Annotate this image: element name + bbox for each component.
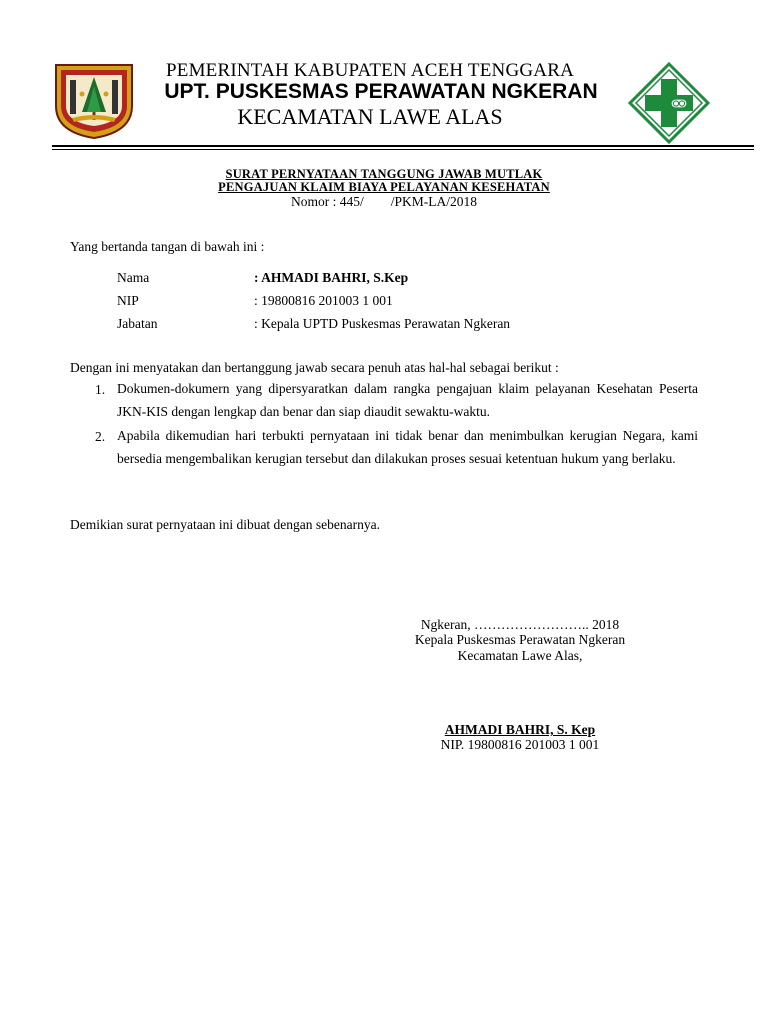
puskesmas-cross-icon — [628, 62, 710, 144]
identity-value-position: : Kepala UPTD Puskesmas Perawatan Ngkeran — [254, 316, 511, 331]
title-line-2: PENGAJUAN KLAIM BIAYA PELAYANAN KESEHATAN — [218, 180, 550, 194]
signature-position-1: Kepala Puskesmas Perawatan Ngkeran — [414, 632, 626, 647]
identity-label-name: Nama — [117, 270, 150, 285]
statement-number-2: 2. — [95, 429, 106, 444]
letterhead-institution: UPT. PUSKESMAS PERAWATAN NGKERAN — [164, 80, 598, 103]
letterhead-government: PEMERINTAH KABUPATEN ACEH TENGGARA — [166, 60, 574, 81]
identity-label-nip: NIP — [117, 293, 139, 308]
signatory-nip: NIP. 19800816 201003 1 001 — [440, 737, 600, 752]
regency-emblem-icon — [52, 62, 136, 140]
statement-number-1: 1. — [95, 382, 106, 397]
letterhead-district: KECAMATAN LAWE ALAS — [237, 104, 503, 129]
document-number: Nomor : 445/ /PKM-LA/2018 — [290, 194, 477, 209]
statement-text-2: Apabila dikemudian hari terbukti pernyataan ini tidak benar dan menimbulkan kerugian Negara, kami bersedia mengembalikan kerugian tersebut dan dilakukan proses sesuai ketentuan hukum yang berlaku. — [117, 428, 698, 466]
document-title — [150, 168, 618, 210]
identity-label-position: Jabatan — [117, 316, 158, 331]
letterhead-rule-thin — [52, 149, 754, 150]
signature-place-date: Ngkeran, …………………….. 2018 — [420, 617, 620, 632]
title-line-1: SURAT PERNYATAAN TANGGUNG JAWAB MUTLAK — [225, 167, 543, 181]
identity-value-nip: : 19800816 201003 1 001 — [254, 293, 393, 308]
signatory-name: AHMADI BAHRI, S. Kep — [444, 722, 596, 737]
identity-value-name: : AHMADI BAHRI, S.Kep — [254, 270, 409, 285]
signature-position-2: Kecamatan Lawe Alas, — [457, 648, 583, 663]
letterhead-rule-thick — [52, 145, 754, 147]
statement-text-1: Dokumen-dokumern yang dipersyaratkan dalam rangka pengajuan klaim pelayanan Kesehatan Peserta JKN-KIS dengan lengkap dan benar dan siap diaudit sewaktu-waktu. — [117, 381, 698, 419]
intro-text: Yang bertanda tangan di bawah ini : — [70, 239, 265, 254]
closing-text: Demikian surat pernyataan ini dibuat dengan sebenarnya. — [70, 517, 381, 532]
statement-intro: Dengan ini menyatakan dan bertanggung jawab secara penuh atas hal-hal sebagai berikut : — [70, 360, 559, 375]
